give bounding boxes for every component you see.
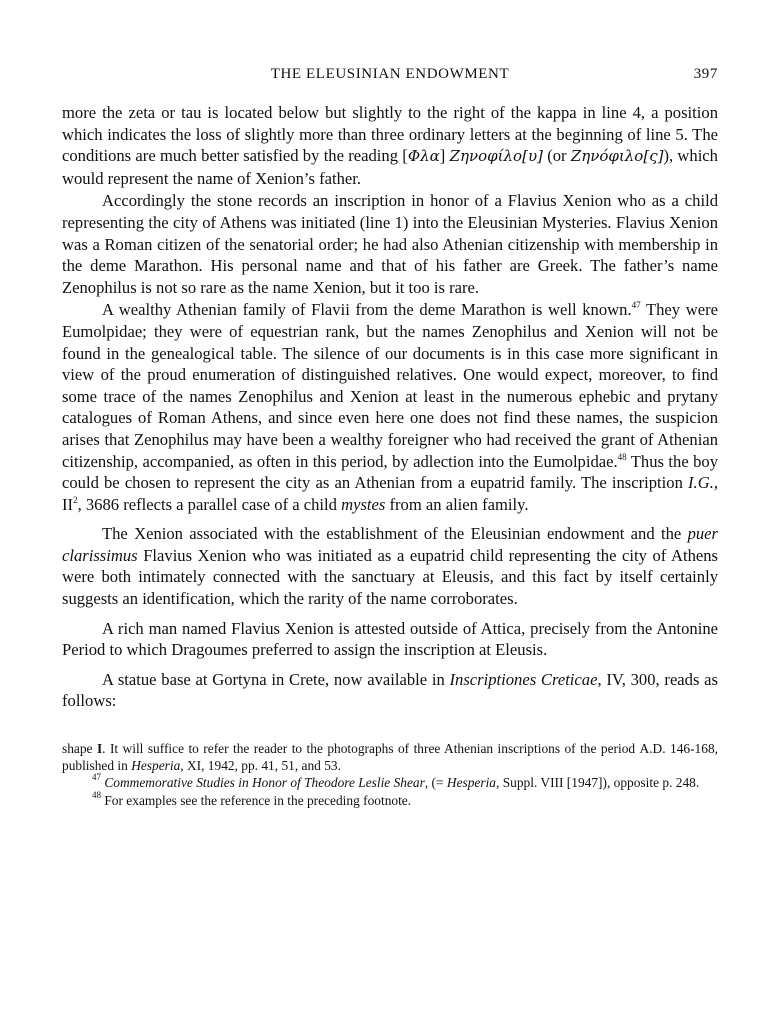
paragraph-4: The Xenion associated with the establishment of the Eleusinian endowment and the puer clarissimus Flavius Xenion who was initiated as a eupatrid child representing the city of Athens were both intimately connected with the sanctuary at Eleusis, and this fact by itself certainly suggests an identification, which the rarity of the name corroborates. (62, 524, 718, 609)
paragraph-1: more the zeta or tau is located below but slightly to the right of the kappa in line 4, a position which indicates the loss of slightly more than three ordinary letters at the beginning of line 5. The conditions are much better satisfied by the reading [Φλα] Ζηνοφίλο[υ] (or Ζηνόφιλο[ς]), which would represent the name of Xenion’s father. (62, 103, 718, 188)
greek-text: Ζηνοφίλο[υ] (449, 147, 543, 166)
paragraph-3: A wealthy Athenian family of Flavii from the deme Marathon is well known.$^{47}$ They were Eumolpidae; they were of equestrian rank, but the names Zenophilus and Xenion will not be found in the genealogical table. The silence of our documents is in this case more significant in view of the proud enumeration of distinguished relatives. One would expect, moreover, to find some trace of the names Zenophilus and Xenion at least in the numerous ephebic and prytany catalogues of Roman Athens, and since even here one does not find these names, the suspicion arises that Zenophilus may have been a wealthy foreigner who had received the grant of Athenian citizenship, accompanied, as often in this period, by adlection into the Eumolpidae.$^{48}$ Thus the boy could be chosen to represent the city as an Athenian from a eupatrid family. The inscription I.G., $II^2$, 3686 reflects a parallel case of a child mystes from an alien family. (62, 300, 719, 514)
footnotes (62, 740, 718, 809)
footnote-continued: shape I. It will suffice to refer the reader to the photographs of three Athenian inscriptions of the period A.D. 146-168, published in Hesperia, XI, 1942, pp. 41, 51, and 53. (62, 741, 718, 774)
running-header (62, 64, 718, 90)
paragraph-2: Accordingly the stone records an inscription in honor of a Flavius Xenion who as a child representing the city of Athens was initiated (line 1) into the Eleusinian Mysteries. Flavius Xenion was a Roman citizen of the senatorial order; he had also Athenian citizenship with membership in the deme Marathon. His personal name and that of his father are Greek. The father’s name Zenophilus is not so rare as the name Xenion, but it too is rare. (62, 191, 718, 297)
letter-shape-glyph: I (96, 741, 103, 757)
page-number: 397 (693, 66, 718, 82)
page (62, 64, 718, 809)
paragraph-5: A rich man named Flavius Xenion is attested outside of Attica, precisely from the Antonine Period to which Dragoumes preferred to assign the inscription at Eleusis. (62, 618, 718, 660)
paragraph-6: A statue base at Gortyna in Crete, now available in Inscriptiones Creticae, IV, 300, reads as follows: (62, 669, 719, 711)
footnote-48: $^{48}$ For examples see the reference in the preceding footnote. (92, 789, 412, 808)
greek-text: Ζηνόφιλο[ς] (570, 147, 664, 166)
footnote-ref: 48 (617, 451, 627, 462)
main-text (62, 102, 718, 712)
running-title: THE ELEUSINIAN ENDOWMENT (270, 66, 510, 82)
footnote-47: $^{47}$ Commemorative Studies in Honor of Theodore Leslie Shear, (= Hesperia, Suppl. VIII [1947]), opposite p. 248. (92, 772, 700, 791)
greek-text: Φλα (407, 147, 440, 166)
footnote-ref: 47 (631, 300, 641, 311)
